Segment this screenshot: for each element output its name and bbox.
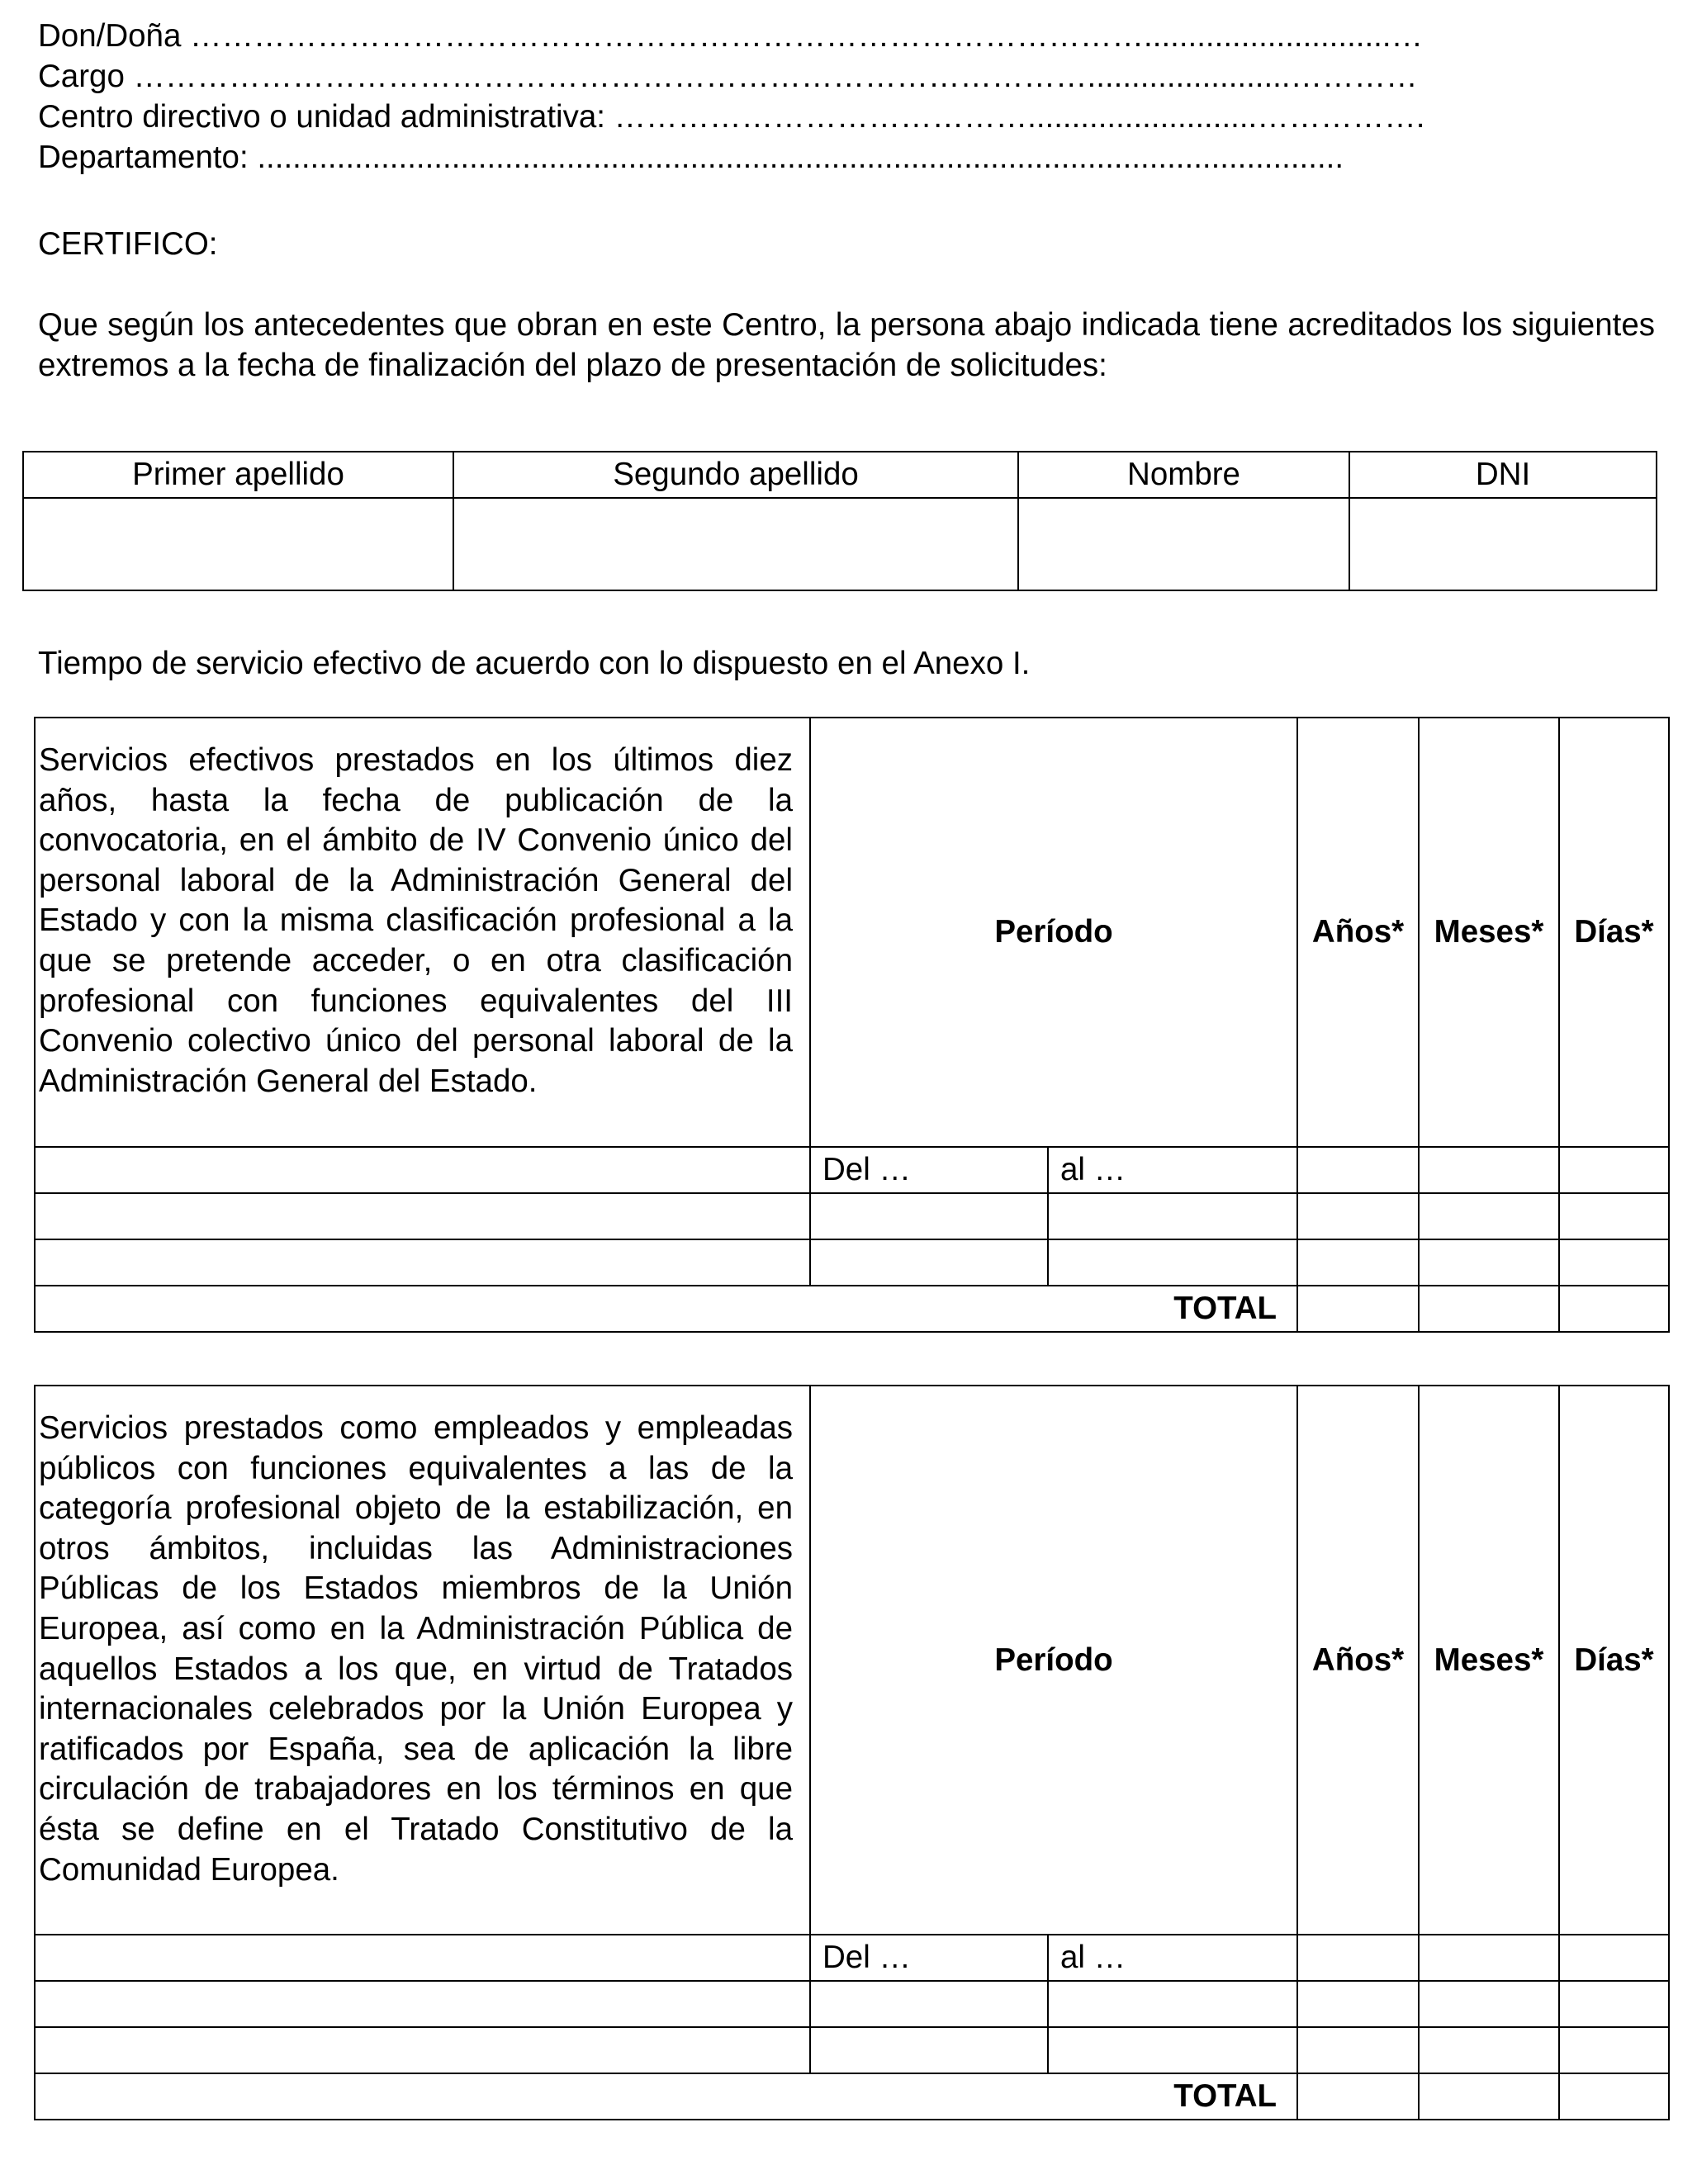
dias-field[interactable] — [1559, 1935, 1669, 1981]
service-entry-field[interactable] — [35, 1193, 810, 1239]
service-intro: Tiempo de servicio efectivo de acuerdo con lo dispuesto en el Anexo I. — [38, 646, 1031, 681]
anos-field[interactable] — [1297, 1147, 1419, 1193]
total-anos-field[interactable] — [1297, 2073, 1419, 2120]
al-field[interactable] — [1048, 1193, 1297, 1239]
al-field[interactable] — [1048, 2027, 1297, 2073]
total-anos-field[interactable] — [1297, 1286, 1419, 1332]
total-dias-field[interactable] — [1559, 2073, 1669, 2120]
periodo-header: Período — [810, 718, 1297, 1147]
anos-field[interactable] — [1297, 1239, 1419, 1286]
anos-field[interactable] — [1297, 1981, 1419, 2027]
header-nombre: Nombre — [1018, 452, 1349, 498]
anos-header: Años* — [1297, 718, 1419, 1147]
total-label: TOTAL — [35, 1286, 1297, 1332]
header-dni: DNI — [1349, 452, 1657, 498]
statement-paragraph: Que según los antecedentes que obran en este Centro, la persona abajo indicada tiene acreditados los siguientes extremos a la fecha de finalización del plazo de presentación de solicitudes: — [38, 307, 1655, 383]
meses-field[interactable] — [1419, 2027, 1559, 2073]
don-line: Don/Doña ………………………………………………………………………………............................… — [38, 18, 1424, 54]
service-description: Servicios prestados como empleados y empleadas públicos con funciones equivalentes a las de la categoría profesional objeto de la estabilización, en otros ámbitos, incluidas las Administraciones Públicas de los Estados miembros de la Unión Europea, así como en la Administración Pública de aquellos Estados a los que, en virtud de Tratados internacionales celebrados por la Unión Europea y ratificados por España, sea de aplicación la libre circulación de trabajadores en los términos en que ésta se define en el Tratado Constitutivo de la Comunidad Europea. — [35, 1386, 810, 1935]
identity-table — [22, 451, 1657, 591]
service-table-2 — [34, 1385, 1670, 2120]
certifico-heading: CERTIFICO: — [38, 226, 218, 262]
meses-header: Meses* — [1419, 718, 1559, 1147]
del-field[interactable]: Del … — [810, 1147, 1048, 1193]
meses-header: Meses* — [1419, 1386, 1559, 1935]
meses-field[interactable] — [1419, 1935, 1559, 1981]
header-primer-apellido: Primer apellido — [23, 452, 453, 498]
nombre-field[interactable] — [1018, 498, 1349, 590]
total-meses-field[interactable] — [1419, 1286, 1559, 1332]
dni-field[interactable] — [1349, 498, 1657, 590]
del-field[interactable] — [810, 1981, 1048, 2027]
del-field[interactable] — [810, 1193, 1048, 1239]
service-entry-field[interactable] — [35, 2027, 810, 2073]
service-entry-field[interactable] — [35, 1239, 810, 1286]
al-field[interactable]: al … — [1048, 1147, 1297, 1193]
meses-field[interactable] — [1419, 1239, 1559, 1286]
service-entry-field[interactable] — [35, 1147, 810, 1193]
total-meses-field[interactable] — [1419, 2073, 1559, 2120]
anos-header: Años* — [1297, 1386, 1419, 1935]
meses-field[interactable] — [1419, 1147, 1559, 1193]
dias-header: Días* — [1559, 718, 1669, 1147]
dias-field[interactable] — [1559, 1239, 1669, 1286]
primer-apellido-field[interactable] — [23, 498, 453, 590]
service-entry-field[interactable] — [35, 1935, 810, 1981]
anos-field[interactable] — [1297, 1935, 1419, 1981]
dias-field[interactable] — [1559, 1981, 1669, 2027]
dias-field[interactable] — [1559, 2027, 1669, 2073]
total-dias-field[interactable] — [1559, 1286, 1669, 1332]
cargo-line: Cargo ……………………………………………………………………………….......................………… — [38, 59, 1418, 94]
del-field[interactable] — [810, 1239, 1048, 1286]
segundo-apellido-field[interactable] — [453, 498, 1018, 590]
departamento-line: Departamento: ........................................................................................................................... — [38, 140, 1344, 175]
centro-line: Centro directivo o unidad administrativa: …………………………………..........................……………. — [38, 99, 1425, 135]
anos-field[interactable] — [1297, 2027, 1419, 2073]
service-table-1 — [34, 717, 1670, 1333]
service-entry-field[interactable] — [35, 1981, 810, 2027]
al-field[interactable] — [1048, 1239, 1297, 1286]
anos-field[interactable] — [1297, 1193, 1419, 1239]
dias-field[interactable] — [1559, 1147, 1669, 1193]
del-field[interactable] — [810, 2027, 1048, 2073]
al-field[interactable]: al … — [1048, 1935, 1297, 1981]
total-label: TOTAL — [35, 2073, 1297, 2120]
periodo-header: Período — [810, 1386, 1297, 1935]
dias-header: Días* — [1559, 1386, 1669, 1935]
dias-field[interactable] — [1559, 1193, 1669, 1239]
header-segundo-apellido: Segundo apellido — [453, 452, 1018, 498]
meses-field[interactable] — [1419, 1193, 1559, 1239]
meses-field[interactable] — [1419, 1981, 1559, 2027]
service-description: Servicios efectivos prestados en los últimos diez años, hasta la fecha de publicación de la convocatoria, en el ámbito de IV Convenio único del personal laboral de la Administración General del Estado y con la misma clasificación profesional a la que se pretende acceder, o en otra clasificación profesional con funciones equivalentes del III Convenio colectivo único del personal laboral de la Administración General del Estado. — [35, 718, 810, 1147]
al-field[interactable] — [1048, 1981, 1297, 2027]
del-field[interactable]: Del … — [810, 1935, 1048, 1981]
